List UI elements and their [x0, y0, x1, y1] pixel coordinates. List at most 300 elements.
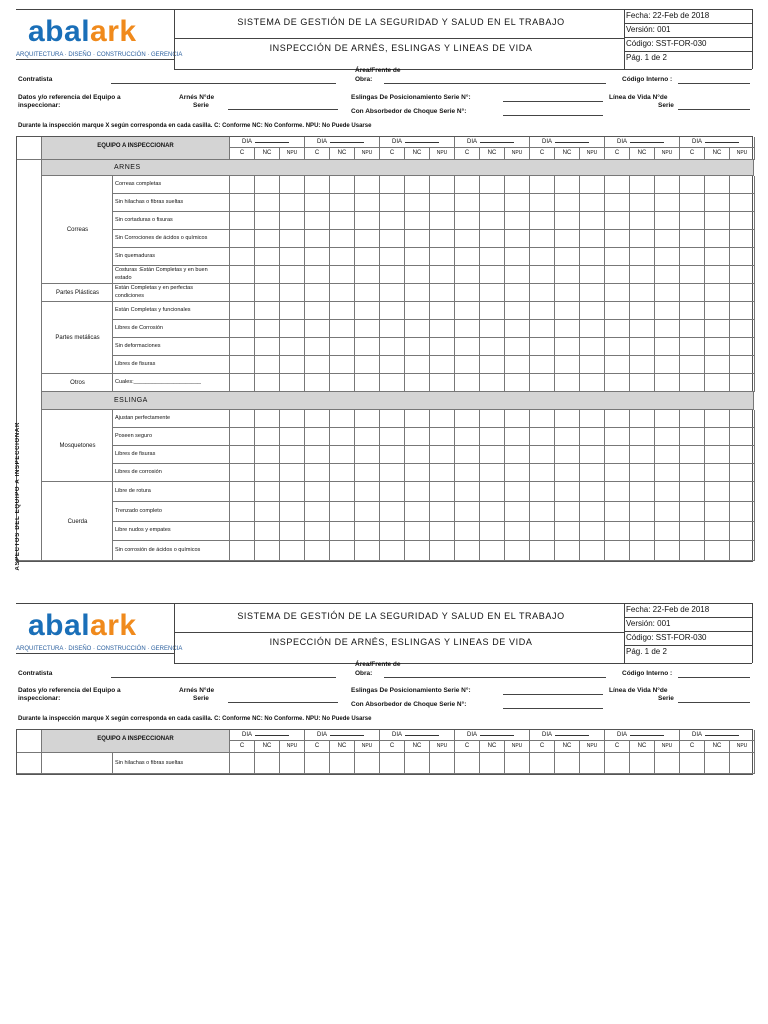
check-cell[interactable] — [355, 428, 380, 446]
check-cell[interactable] — [405, 410, 430, 428]
check-cell[interactable] — [630, 410, 655, 428]
check-cell[interactable] — [580, 356, 605, 374]
check-cell[interactable] — [555, 428, 580, 446]
check-cell[interactable] — [305, 482, 330, 502]
check-cell[interactable] — [480, 482, 505, 502]
check-cell[interactable] — [655, 464, 680, 482]
check-cell[interactable] — [330, 266, 355, 284]
check-cell[interactable] — [605, 266, 630, 284]
check-cell[interactable] — [430, 502, 455, 522]
check-cell[interactable] — [330, 356, 355, 374]
check-cell[interactable] — [355, 212, 380, 230]
check-cell[interactable] — [580, 522, 605, 542]
check-cell[interactable] — [730, 753, 755, 774]
check-cell[interactable] — [330, 338, 355, 356]
check-cell[interactable] — [405, 541, 430, 561]
check-cell[interactable] — [630, 338, 655, 356]
check-cell[interactable] — [355, 320, 380, 338]
check-cell[interactable] — [405, 338, 430, 356]
check-cell[interactable] — [455, 338, 480, 356]
check-cell[interactable] — [605, 464, 630, 482]
check-cell[interactable] — [505, 446, 530, 464]
dia-date-field[interactable] — [330, 730, 364, 736]
check-cell[interactable] — [380, 502, 405, 522]
check-cell[interactable] — [705, 464, 730, 482]
check-cell[interactable] — [480, 464, 505, 482]
check-cell[interactable] — [280, 464, 305, 482]
check-cell[interactable] — [705, 356, 730, 374]
check-cell[interactable] — [230, 320, 255, 338]
check-cell[interactable] — [380, 194, 405, 212]
check-cell[interactable] — [330, 446, 355, 464]
check-cell[interactable] — [305, 410, 330, 428]
check-cell[interactable] — [280, 356, 305, 374]
check-cell[interactable] — [280, 320, 305, 338]
check-cell[interactable] — [330, 320, 355, 338]
check-cell[interactable] — [230, 194, 255, 212]
codigo-interno-field-2[interactable] — [678, 677, 750, 678]
check-cell[interactable] — [730, 428, 755, 446]
check-cell[interactable] — [680, 320, 705, 338]
check-cell[interactable] — [430, 176, 455, 194]
check-cell[interactable] — [630, 302, 655, 320]
check-cell[interactable] — [405, 266, 430, 284]
check-cell[interactable] — [230, 248, 255, 266]
check-cell[interactable] — [280, 266, 305, 284]
check-cell[interactable] — [380, 374, 405, 392]
check-cell[interactable] — [255, 302, 280, 320]
check-cell[interactable] — [505, 338, 530, 356]
check-cell[interactable] — [305, 320, 330, 338]
check-cell[interactable] — [530, 464, 555, 482]
check-cell[interactable] — [530, 374, 555, 392]
check-cell[interactable] — [280, 212, 305, 230]
check-cell[interactable] — [280, 194, 305, 212]
check-cell[interactable] — [430, 266, 455, 284]
check-cell[interactable] — [305, 194, 330, 212]
check-cell[interactable] — [480, 428, 505, 446]
check-cell[interactable] — [505, 194, 530, 212]
check-cell[interactable] — [630, 446, 655, 464]
check-cell[interactable] — [480, 356, 505, 374]
check-cell[interactable] — [580, 753, 605, 774]
check-cell[interactable] — [655, 446, 680, 464]
check-cell[interactable] — [305, 753, 330, 774]
check-cell[interactable] — [630, 522, 655, 542]
check-cell[interactable] — [705, 194, 730, 212]
check-cell[interactable] — [680, 284, 705, 302]
check-cell[interactable] — [530, 410, 555, 428]
check-cell[interactable] — [580, 338, 605, 356]
check-cell[interactable] — [730, 194, 755, 212]
check-cell[interactable] — [730, 284, 755, 302]
dia-date-field[interactable] — [555, 730, 589, 736]
check-cell[interactable] — [480, 284, 505, 302]
check-cell[interactable] — [555, 212, 580, 230]
check-cell[interactable] — [280, 248, 305, 266]
check-cell[interactable] — [230, 230, 255, 248]
check-cell[interactable] — [505, 266, 530, 284]
check-cell[interactable] — [355, 356, 380, 374]
check-cell[interactable] — [430, 541, 455, 561]
check-cell[interactable] — [505, 230, 530, 248]
check-cell[interactable] — [305, 446, 330, 464]
check-cell[interactable] — [280, 410, 305, 428]
check-cell[interactable] — [530, 753, 555, 774]
check-cell[interactable] — [280, 176, 305, 194]
dia-date-field[interactable] — [255, 730, 289, 736]
check-cell[interactable] — [580, 541, 605, 561]
check-cell[interactable] — [255, 541, 280, 561]
check-cell[interactable] — [455, 410, 480, 428]
check-cell[interactable] — [705, 753, 730, 774]
check-cell[interactable] — [680, 338, 705, 356]
check-cell[interactable] — [305, 428, 330, 446]
check-cell[interactable] — [455, 502, 480, 522]
check-cell[interactable] — [730, 230, 755, 248]
check-cell[interactable] — [280, 482, 305, 502]
check-cell[interactable] — [655, 176, 680, 194]
check-cell[interactable] — [405, 212, 430, 230]
eslingas-posicionamiento-field[interactable] — [503, 101, 603, 102]
check-cell[interactable] — [530, 522, 555, 542]
check-cell[interactable] — [630, 541, 655, 561]
check-cell[interactable] — [680, 753, 705, 774]
check-cell[interactable] — [580, 266, 605, 284]
check-cell[interactable] — [705, 230, 730, 248]
check-cell[interactable] — [405, 302, 430, 320]
check-cell[interactable] — [580, 212, 605, 230]
dia-date-field[interactable] — [630, 730, 664, 736]
arnes-serie-field-2[interactable] — [228, 702, 338, 703]
check-cell[interactable] — [480, 338, 505, 356]
check-cell[interactable] — [380, 266, 405, 284]
check-cell[interactable] — [630, 194, 655, 212]
check-cell[interactable] — [605, 194, 630, 212]
check-cell[interactable] — [655, 266, 680, 284]
check-cell[interactable] — [280, 428, 305, 446]
check-cell[interactable] — [680, 248, 705, 266]
check-cell[interactable] — [655, 338, 680, 356]
check-cell[interactable] — [705, 428, 730, 446]
check-cell[interactable] — [380, 464, 405, 482]
check-cell[interactable] — [405, 230, 430, 248]
check-cell[interactable] — [355, 338, 380, 356]
check-cell[interactable] — [705, 320, 730, 338]
check-cell[interactable] — [280, 338, 305, 356]
check-cell[interactable] — [505, 753, 530, 774]
dia-date-field[interactable] — [405, 137, 439, 143]
check-cell[interactable] — [355, 541, 380, 561]
check-cell[interactable] — [530, 248, 555, 266]
check-cell[interactable] — [280, 502, 305, 522]
dia-date-field[interactable] — [405, 730, 439, 736]
check-cell[interactable] — [730, 410, 755, 428]
check-cell[interactable] — [355, 176, 380, 194]
check-cell[interactable] — [455, 302, 480, 320]
check-cell[interactable] — [480, 176, 505, 194]
check-cell[interactable] — [430, 410, 455, 428]
check-cell[interactable] — [480, 502, 505, 522]
check-cell[interactable] — [330, 541, 355, 561]
check-cell[interactable] — [680, 176, 705, 194]
check-cell[interactable] — [255, 374, 280, 392]
check-cell[interactable] — [455, 230, 480, 248]
check-cell[interactable] — [555, 482, 580, 502]
dia-date-field[interactable] — [330, 137, 364, 143]
check-cell[interactable] — [705, 212, 730, 230]
check-cell[interactable] — [230, 176, 255, 194]
check-cell[interactable] — [255, 446, 280, 464]
check-cell[interactable] — [705, 541, 730, 561]
dia-date-field[interactable] — [555, 137, 589, 143]
check-cell[interactable] — [430, 522, 455, 542]
check-cell[interactable] — [355, 482, 380, 502]
check-cell[interactable] — [605, 212, 630, 230]
check-cell[interactable] — [380, 356, 405, 374]
dia-date-field[interactable] — [480, 137, 514, 143]
check-cell[interactable] — [405, 194, 430, 212]
check-cell[interactable] — [230, 266, 255, 284]
check-cell[interactable] — [630, 284, 655, 302]
check-cell[interactable] — [230, 753, 255, 774]
check-cell[interactable] — [555, 464, 580, 482]
check-cell[interactable] — [605, 302, 630, 320]
check-cell[interactable] — [655, 194, 680, 212]
check-cell[interactable] — [555, 338, 580, 356]
check-cell[interactable] — [480, 410, 505, 428]
check-cell[interactable] — [430, 284, 455, 302]
check-cell[interactable] — [680, 302, 705, 320]
check-cell[interactable] — [230, 410, 255, 428]
check-cell[interactable] — [505, 428, 530, 446]
check-cell[interactable] — [655, 212, 680, 230]
check-cell[interactable] — [380, 753, 405, 774]
check-cell[interactable] — [605, 502, 630, 522]
check-cell[interactable] — [580, 320, 605, 338]
check-cell[interactable] — [430, 356, 455, 374]
arnes-serie-field[interactable] — [228, 109, 338, 110]
check-cell[interactable] — [505, 248, 530, 266]
check-cell[interactable] — [455, 482, 480, 502]
eslingas-posicionamiento-field-2[interactable] — [503, 694, 603, 695]
check-cell[interactable] — [380, 428, 405, 446]
check-cell[interactable] — [380, 446, 405, 464]
dia-date-field[interactable] — [705, 730, 739, 736]
check-cell[interactable] — [255, 753, 280, 774]
check-cell[interactable] — [555, 446, 580, 464]
check-cell[interactable] — [630, 230, 655, 248]
check-cell[interactable] — [730, 541, 755, 561]
check-cell[interactable] — [705, 338, 730, 356]
check-cell[interactable] — [380, 541, 405, 561]
check-cell[interactable] — [305, 284, 330, 302]
absorbedor-field[interactable] — [503, 115, 603, 116]
check-cell[interactable] — [355, 753, 380, 774]
check-cell[interactable] — [455, 266, 480, 284]
check-cell[interactable] — [380, 338, 405, 356]
check-cell[interactable] — [455, 212, 480, 230]
check-cell[interactable] — [355, 410, 380, 428]
check-cell[interactable] — [705, 446, 730, 464]
check-cell[interactable] — [405, 502, 430, 522]
check-cell[interactable] — [455, 194, 480, 212]
check-cell[interactable] — [605, 284, 630, 302]
check-cell[interactable] — [255, 522, 280, 542]
check-cell[interactable] — [430, 464, 455, 482]
check-cell[interactable] — [630, 320, 655, 338]
check-cell[interactable] — [255, 248, 280, 266]
check-cell[interactable] — [680, 230, 705, 248]
check-cell[interactable] — [705, 374, 730, 392]
check-cell[interactable] — [555, 320, 580, 338]
check-cell[interactable] — [555, 194, 580, 212]
check-cell[interactable] — [655, 356, 680, 374]
check-cell[interactable] — [455, 374, 480, 392]
check-cell[interactable] — [730, 374, 755, 392]
check-cell[interactable] — [430, 428, 455, 446]
check-cell[interactable] — [505, 541, 530, 561]
check-cell[interactable] — [430, 338, 455, 356]
check-cell[interactable] — [555, 753, 580, 774]
check-cell[interactable] — [680, 482, 705, 502]
check-cell[interactable] — [655, 230, 680, 248]
check-cell[interactable] — [280, 522, 305, 542]
check-cell[interactable] — [330, 482, 355, 502]
check-cell[interactable] — [255, 320, 280, 338]
check-cell[interactable] — [730, 464, 755, 482]
check-cell[interactable] — [455, 320, 480, 338]
check-cell[interactable] — [630, 502, 655, 522]
check-cell[interactable] — [480, 230, 505, 248]
check-cell[interactable] — [605, 320, 630, 338]
check-cell[interactable] — [330, 428, 355, 446]
check-cell[interactable] — [605, 428, 630, 446]
check-cell[interactable] — [430, 753, 455, 774]
check-cell[interactable] — [355, 446, 380, 464]
check-cell[interactable] — [380, 230, 405, 248]
check-cell[interactable] — [405, 753, 430, 774]
check-cell[interactable] — [530, 266, 555, 284]
check-cell[interactable] — [605, 248, 630, 266]
check-cell[interactable] — [580, 194, 605, 212]
check-cell[interactable] — [405, 176, 430, 194]
check-cell[interactable] — [530, 176, 555, 194]
check-cell[interactable] — [330, 502, 355, 522]
check-cell[interactable] — [455, 464, 480, 482]
check-cell[interactable] — [455, 284, 480, 302]
check-cell[interactable] — [680, 194, 705, 212]
check-cell[interactable] — [580, 410, 605, 428]
linea-vida-field[interactable] — [678, 109, 750, 110]
check-cell[interactable] — [430, 230, 455, 248]
check-cell[interactable] — [680, 464, 705, 482]
check-cell[interactable] — [555, 266, 580, 284]
check-cell[interactable] — [405, 356, 430, 374]
check-cell[interactable] — [530, 194, 555, 212]
check-cell[interactable] — [505, 522, 530, 542]
check-cell[interactable] — [480, 374, 505, 392]
check-cell[interactable] — [705, 266, 730, 284]
check-cell[interactable] — [680, 410, 705, 428]
check-cell[interactable] — [730, 502, 755, 522]
check-cell[interactable] — [555, 302, 580, 320]
check-cell[interactable] — [230, 522, 255, 542]
check-cell[interactable] — [505, 356, 530, 374]
check-cell[interactable] — [530, 302, 555, 320]
dia-date-field[interactable] — [705, 137, 739, 143]
check-cell[interactable] — [630, 248, 655, 266]
check-cell[interactable] — [405, 522, 430, 542]
check-cell[interactable] — [655, 482, 680, 502]
contratista-field-2[interactable] — [111, 677, 336, 678]
check-cell[interactable] — [505, 374, 530, 392]
check-cell[interactable] — [605, 338, 630, 356]
check-cell[interactable] — [580, 230, 605, 248]
check-cell[interactable] — [655, 320, 680, 338]
check-cell[interactable] — [680, 446, 705, 464]
check-cell[interactable] — [555, 374, 580, 392]
check-cell[interactable] — [405, 446, 430, 464]
check-cell[interactable] — [305, 338, 330, 356]
check-cell[interactable] — [480, 194, 505, 212]
check-cell[interactable] — [655, 374, 680, 392]
check-cell[interactable] — [630, 753, 655, 774]
check-cell[interactable] — [505, 502, 530, 522]
check-cell[interactable] — [730, 176, 755, 194]
check-cell[interactable] — [680, 502, 705, 522]
check-cell[interactable] — [580, 482, 605, 502]
check-cell[interactable] — [680, 374, 705, 392]
check-cell[interactable] — [280, 230, 305, 248]
check-cell[interactable] — [430, 320, 455, 338]
check-cell[interactable] — [505, 176, 530, 194]
check-cell[interactable] — [480, 753, 505, 774]
check-cell[interactable] — [530, 446, 555, 464]
check-cell[interactable] — [380, 320, 405, 338]
check-cell[interactable] — [505, 302, 530, 320]
check-cell[interactable] — [380, 410, 405, 428]
check-cell[interactable] — [530, 320, 555, 338]
check-cell[interactable] — [480, 248, 505, 266]
check-cell[interactable] — [530, 356, 555, 374]
check-cell[interactable] — [580, 446, 605, 464]
check-cell[interactable] — [255, 428, 280, 446]
check-cell[interactable] — [305, 374, 330, 392]
check-cell[interactable] — [355, 464, 380, 482]
check-cell[interactable] — [630, 356, 655, 374]
check-cell[interactable] — [455, 446, 480, 464]
check-cell[interactable] — [255, 284, 280, 302]
codigo-interno-field[interactable] — [678, 83, 750, 84]
check-cell[interactable] — [555, 176, 580, 194]
check-cell[interactable] — [705, 502, 730, 522]
check-cell[interactable] — [430, 212, 455, 230]
check-cell[interactable] — [305, 502, 330, 522]
check-cell[interactable] — [380, 482, 405, 502]
check-cell[interactable] — [330, 464, 355, 482]
check-cell[interactable] — [405, 248, 430, 266]
check-cell[interactable] — [655, 284, 680, 302]
contratista-field[interactable] — [111, 83, 336, 84]
check-cell[interactable] — [355, 522, 380, 542]
check-cell[interactable] — [530, 338, 555, 356]
check-cell[interactable] — [405, 284, 430, 302]
check-cell[interactable] — [480, 302, 505, 320]
check-cell[interactable] — [580, 464, 605, 482]
check-cell[interactable] — [405, 428, 430, 446]
check-cell[interactable] — [605, 356, 630, 374]
